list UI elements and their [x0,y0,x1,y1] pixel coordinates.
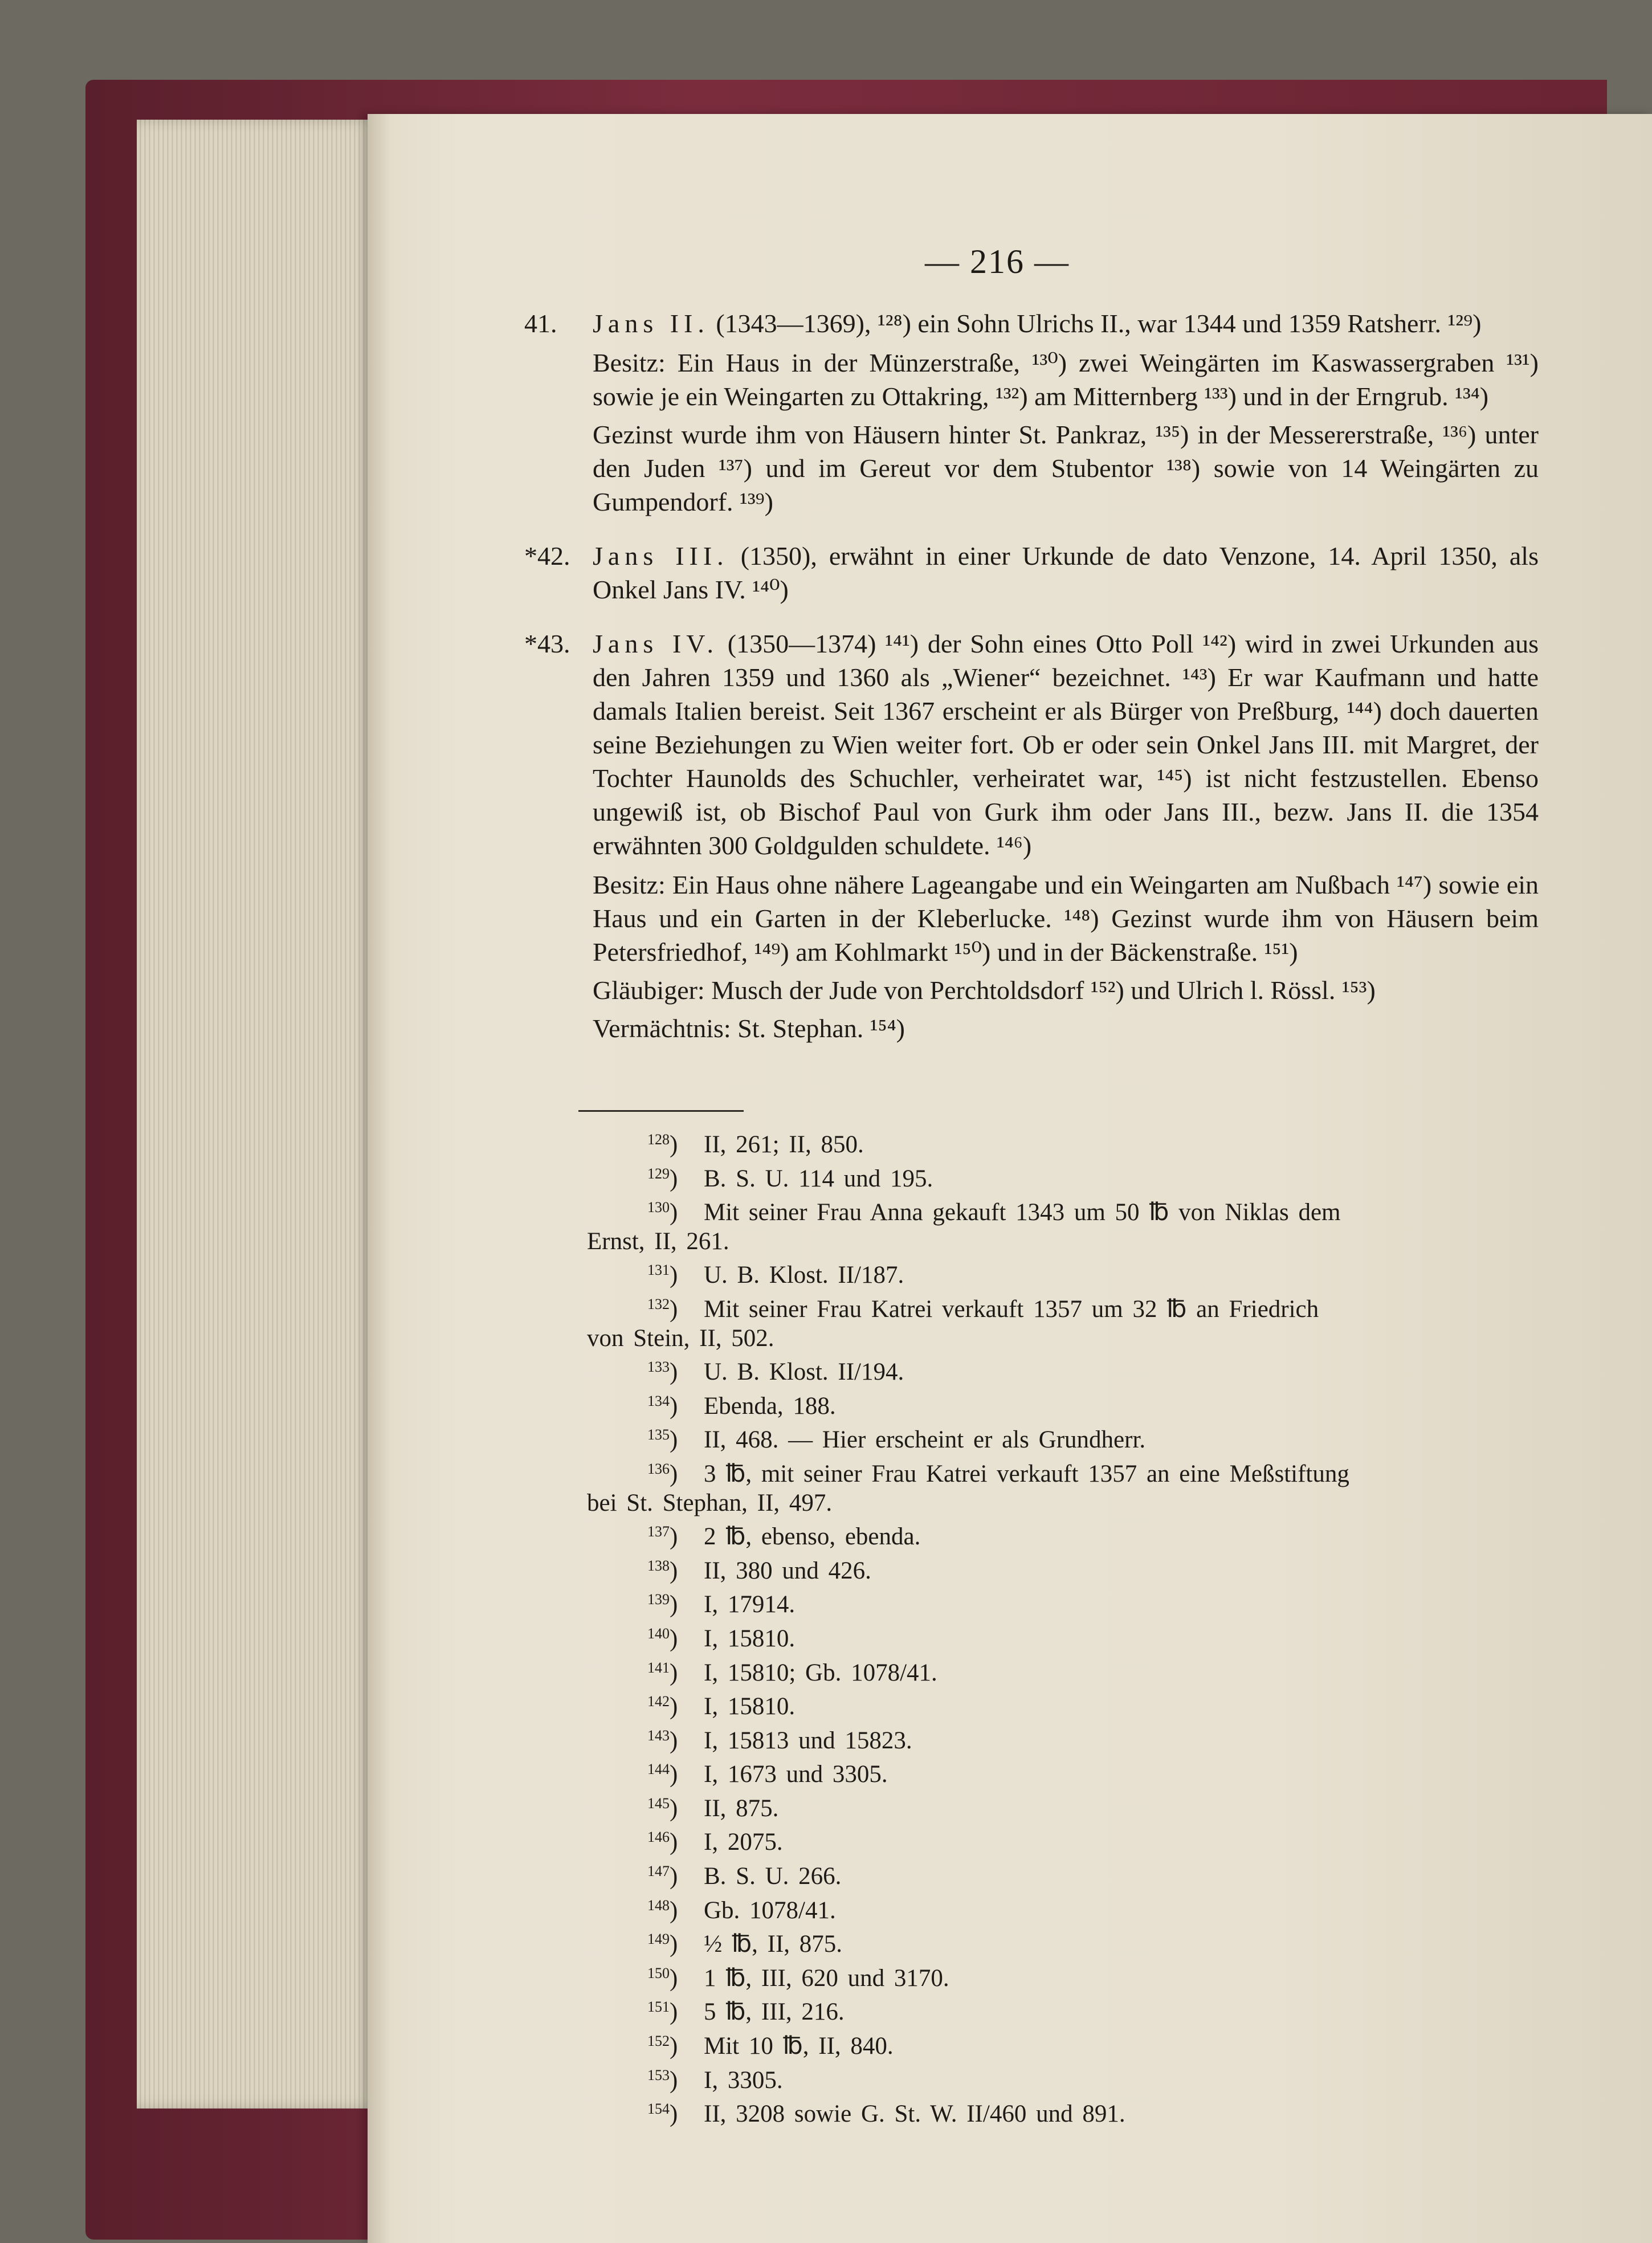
footnote [587,1552,1539,1586]
footnote [587,1755,1539,1789]
footnote-text: B. S. U. 114 und 195. [704,1165,933,1192]
footnote-text: I, 17914. [704,1591,796,1618]
footnote-text: 2 ℔, ebenso, ebenda. [704,1523,921,1551]
footnote-text: Mit 10 ℔, II, 840. [704,2033,894,2060]
footnote-number: 150 [647,1964,670,1981]
footnote-paren: ) [670,2066,678,2094]
entry-42 [524,539,1539,606]
footnote-paren: ) [670,1460,678,1487]
footnote-paren: ) [670,1295,678,1323]
footnote-rule [578,1110,744,1112]
entry-head [524,627,1539,862]
footnote [587,1789,1539,1824]
footnote [587,1353,1539,1387]
footnote-number: 152 [647,2033,670,2050]
footnote-continuation: bei St. Stephan, II, 497. [587,1489,833,1516]
footnote-number: 139 [647,1591,670,1608]
footnote-paren: ) [670,1829,678,1856]
footnote-paren: ) [670,1523,678,1551]
footnote-text: 1 ℔, III, 620 und 3170. [704,1964,949,1992]
footnote-paren: ) [670,1131,678,1158]
footnote-text: I, 3305. [704,2066,783,2094]
footnote [587,1993,1539,2027]
footnote-text: Mit seiner Frau Katrei verkauft 1357 um 32 ℔ an Friedrich [704,1295,1319,1323]
footnote-text: II, 875. [704,1795,779,1822]
footnote-number: 142 [647,1693,670,1710]
footnote [587,1654,1539,1688]
entry-paragraph: Gezinst wurde ihm von Häusern hinter St. Pankraz, ¹³⁵) in der Messererstraße, ¹³⁶) unter den Juden ¹³⁷) und im Gereut vor dem Stubentor ¹³⁸) sowie von 14 Weingärten zu Gumpendorf. ¹³⁹) [593,420,1539,516]
footnote-number: 153 [647,2066,670,2083]
footnote [587,1518,1539,1552]
footnote-number: 151 [647,1999,670,2016]
footnote-number: 133 [647,1359,670,1376]
footnote [587,1823,1539,1857]
footnote-text: 3 ℔, mit seiner Frau Katrei verkauft 1357 an eine Meßstiftung [704,1460,1349,1487]
footnote [587,2027,1539,2061]
footnote [587,1160,1539,1194]
footnote-paren: ) [670,1693,678,1720]
footnote-number: 154 [647,2101,670,2118]
footnote-text: 5 ℔, III, 216. [704,1999,845,2026]
footnote-continuation: Ernst, II, 261. [587,1227,729,1255]
footnote-text: Mit seiner Frau Anna gekauft 1343 um 50 ℔ von Niklas dem [704,1199,1341,1226]
entry-head-text: (1350), erwähnt in einer Urkunde de dato Venzone, 14. April 1350, als Onkel Jans IV. ¹⁴⁰) [593,541,1539,604]
footnote-paren: ) [670,1761,678,1788]
footnote [587,1455,1539,1518]
footnote-text: II, 468. — Hier erscheint er als Grundherr. [704,1426,1146,1454]
footnote-paren: ) [670,1795,678,1822]
footnote-text: U. B. Klost. II/194. [704,1359,904,1386]
footnote-number: 140 [647,1625,670,1642]
footnote [587,1891,1539,1926]
footnote-paren: ) [670,1165,678,1192]
footnote-paren: ) [670,1557,678,1584]
footnote-paren: ) [670,1659,678,1686]
footnote-text: II, 261; II, 850. [704,1131,864,1158]
footnote-paren: ) [670,1426,678,1454]
entry-head [524,307,1539,340]
footnote-number: 136 [647,1460,670,1477]
footnote [587,2095,1539,2129]
entry-paragraph: Vermächtnis: St. Stephan. ¹⁵⁴) [593,1014,905,1043]
footnote [587,1290,1539,1353]
entry-head [524,539,1539,606]
footnote-paren: ) [670,1262,678,1289]
footnote-text: I, 15813 und 15823. [704,1727,912,1754]
footnote-text: Ebenda, 188. [704,1392,836,1420]
entry-number: 41. [524,309,557,338]
footnote-text: I, 2075. [704,1829,783,1856]
footnote-number: 130 [647,1199,670,1216]
footnote [587,1722,1539,1756]
entry-paragraph: Besitz: Ein Haus ohne nähere Lageangabe und ein Weingarten am Nußbach ¹⁴⁷) sowie ein Haus und ein Garten in der Kleberlucke. ¹⁴⁸) Gezinst wurde ihm von Häusern beim Petersfriedhof, ¹⁴⁹) am Kohlmarkt ¹⁵⁰) und in der Bäckenstraße. ¹⁵¹) [593,870,1539,966]
footnote [587,1857,1539,1891]
footnote-number: 135 [647,1426,670,1443]
footnote-number: 134 [647,1392,670,1409]
footnote-number: 148 [647,1897,670,1914]
footnote-paren: ) [670,1727,678,1754]
footnote-number: 146 [647,1829,670,1846]
footnote-number: 144 [647,1761,670,1778]
footnote-paren: ) [670,1964,678,1992]
footnote-text: I, 1673 und 3305. [704,1761,888,1788]
footnote-number: 137 [647,1523,670,1540]
entry-name: Jans III. [593,541,729,570]
footnote [587,1959,1539,1993]
footnote-text: I, 15810. [704,1693,796,1720]
footnote-text: II, 380 und 426. [704,1557,871,1584]
entry-name: Jans II. [593,309,709,338]
footnote-paren: ) [670,1625,678,1652]
footnote-paren: ) [670,1931,678,1958]
footnote [587,1125,1539,1160]
footnote [587,2061,1539,2095]
footnote-text: U. B. Klost. II/187. [704,1262,904,1289]
entry-41 [524,307,1539,519]
footnote-number: 141 [647,1659,670,1676]
footnote [587,1193,1539,1256]
footnote-paren: ) [670,1199,678,1226]
footnote [587,1421,1539,1455]
entry-paragraph: Besitz: Ein Haus in der Münzerstraße, ¹³⁰) zwei Weingärten im Kaswassergraben ¹³¹) sowie je ein Weingarten zu Ottakring, ¹³²) am Mitternberg ¹³³) und in der Erngrub. ¹³⁴) [593,348,1539,411]
entry-number: *43. [524,629,570,658]
footnote-text: ½ ℔, II, 875. [704,1931,843,1958]
footnote [587,1256,1539,1290]
footnote-continuation: von Stein, II, 502. [587,1324,774,1352]
footnotes [587,1125,1539,2129]
footnote-text: II, 3208 sowie G. St. W. II/460 und 891. [704,2101,1125,2128]
main-text [524,302,1539,1066]
entry-paragraph: Gläubiger: Musch der Jude von Perchtoldsdorf ¹⁵²) und Ulrich l. Rössl. ¹⁵³) [593,976,1376,1005]
footnote-text: B. S. U. 266. [704,1863,842,1890]
footnote-number: 128 [647,1131,670,1148]
footnote-paren: ) [670,2101,678,2128]
entry-number: *42. [524,541,570,570]
footnote-number: 145 [647,1795,670,1812]
footnote-paren: ) [670,1999,678,2026]
footnote-paren: ) [670,1897,678,1924]
footnote [587,1620,1539,1654]
footnote-number: 149 [647,1931,670,1948]
footnote-paren: ) [670,2033,678,2060]
entry-43 [524,627,1539,1045]
footnote-number: 143 [647,1727,670,1744]
entry-name: Jans IV. [593,629,719,658]
footnote-number: 131 [647,1262,670,1279]
footnote-number: 147 [647,1863,670,1880]
entry-head-text: (1350—1374) ¹⁴¹) der Sohn eines Otto Poll ¹⁴²) wird in zwei Urkunden aus den Jahren 1359 und 1360 als „Wiener“ bezeichnet. ¹⁴³) Er war Kaufmann und hatte damals Italien bereist. Seit 1367 erscheint er als Bürger von Preßburg, ¹⁴⁴) doch dauerten seine Beziehungen zu Wien weiter fort. Ob er oder sein Onkel Jans III. mit Margret, der Tochter Haunolds des Schuchler, verheiratet war, ¹⁴⁵) ist nicht festzustellen. Ebenso ungewiß ist, ob Bischof Paul von Gurk ihm oder Jans III., bezw. Jans II. die 1354 erwähnten 300 Goldgulden schuldete. ¹⁴⁶) [593,629,1539,860]
footnote-number: 132 [647,1295,670,1312]
footnote [587,1585,1539,1620]
footnote [587,1687,1539,1722]
page-edges [137,120,376,2109]
footnote-paren: ) [670,1359,678,1386]
entry-head-text: (1343—1369), ¹²⁸) ein Sohn Ulrichs II., war 1344 und 1359 Ratsherr. ¹²⁹) [709,309,1482,338]
page-number: — 216 — [925,243,1070,280]
footnote-text: I, 15810; Gb. 1078/41. [704,1659,937,1686]
footnote-text: I, 15810. [704,1625,796,1652]
footnote-number: 129 [647,1165,670,1182]
footnote-paren: ) [670,1863,678,1890]
footnote [587,1925,1539,1959]
footnote [587,1387,1539,1421]
footnote-paren: ) [670,1591,678,1618]
footnote-number: 138 [647,1557,670,1574]
footnote-paren: ) [670,1392,678,1420]
footnote-text: Gb. 1078/41. [704,1897,836,1924]
